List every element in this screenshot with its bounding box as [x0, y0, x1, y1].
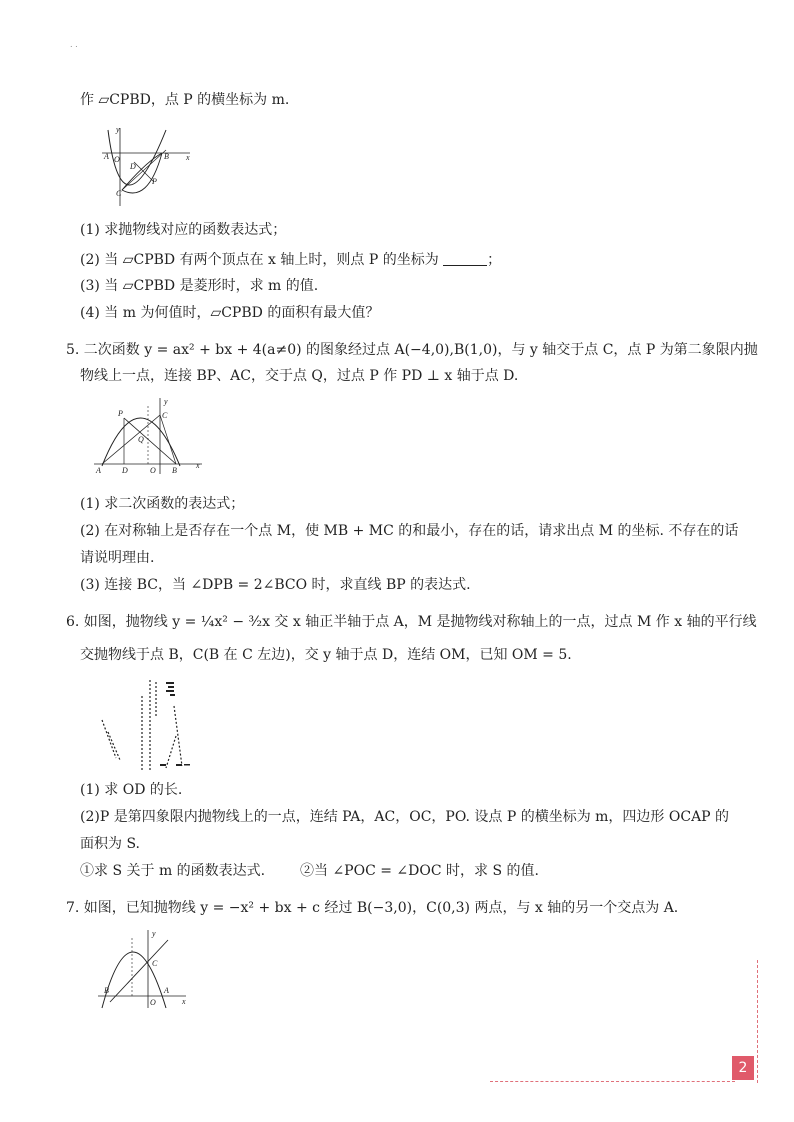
q5-line-1: 5. 二次函数 y = ax² + bx + 4(a≠0) 的图象经过点 A(−4,0),B(1,0)，与 y 轴交于点 C，点 P 为第二象限内抛 — [66, 342, 758, 358]
q6-figure — [96, 676, 196, 774]
q5-item-2-cont: 请说明理由. — [80, 550, 155, 566]
answer-blank — [443, 251, 487, 266]
q6-line-1: 6. 如图，抛物线 y = ¼x² − ³⁄₂x 交 x 轴正半轴于点 A，M 是抛物线对称轴上的一点，过点 M 作 x 轴的平行线 — [66, 614, 757, 630]
svg-text:C: C — [152, 959, 158, 968]
svg-text:y: y — [164, 397, 168, 406]
q4-item-1: (1) 求抛物线对应的函数表达式； — [80, 222, 287, 238]
svg-text:D: D — [130, 162, 136, 171]
svg-text:P: P — [152, 177, 157, 186]
svg-text:x: x — [186, 153, 190, 162]
svg-text:O: O — [150, 998, 156, 1007]
svg-text:O: O — [114, 155, 120, 164]
svg-text:A: A — [104, 152, 109, 161]
footer-dashed-vertical — [757, 960, 758, 1083]
svg-text:x: x — [196, 461, 200, 470]
svg-text:B: B — [172, 466, 177, 475]
q4-item-3: (3) 当 ▱CPBD 是菱形时，求 m 的值. — [80, 278, 319, 294]
svg-text:B: B — [104, 986, 109, 995]
svg-text:A: A — [96, 466, 101, 475]
q5-figure — [92, 396, 204, 476]
q4-item-2 — [80, 250, 501, 270]
svg-text:C: C — [162, 411, 168, 420]
q4-intro: 作 ▱CPBD，点 P 的横坐标为 m. — [80, 92, 290, 108]
svg-text:A: A — [164, 986, 169, 995]
svg-text:D: D — [122, 466, 128, 475]
q5-item-1: (1) 求二次函数的表达式； — [80, 496, 245, 512]
q5-item-3: (3) 连接 BC，当 ∠DPB = 2∠BCO 时，求直线 BP 的表达式. — [80, 577, 471, 593]
svg-text:O: O — [150, 466, 156, 475]
q4-item-2-text: (2) 当 ▱CPBD 有两个顶点在 x 轴上时，则点 P 的坐标为 — [80, 252, 439, 268]
corner-mark: . . — [70, 40, 78, 49]
svg-text:y: y — [152, 929, 156, 938]
svg-text:y: y — [116, 125, 120, 134]
q7-line-1: 7. 如图，已知抛物线 y = −x² + bx + c 经过 B(−3,0)，C(0,3) 两点，与 x 轴的另一个交点为 A. — [66, 900, 679, 916]
q4-item-4: (4) 当 m 为何值时，▱CPBD 的面积有最大值？ — [80, 305, 380, 321]
svg-text:C: C — [116, 189, 122, 198]
q5-line-2: 物线上一点，连接 BP、AC，交于点 Q，过点 P 作 PD ⊥ x 轴于点 D. — [80, 368, 519, 384]
q4-figure — [98, 122, 194, 208]
svg-text:x: x — [182, 997, 186, 1006]
q6-item-2-sub-2: ②当 ∠POC = ∠DOC 时，求 S 的值. — [300, 863, 539, 879]
q7-figure — [96, 926, 192, 1010]
q4-item-2-end: ； — [487, 252, 502, 268]
svg-text:P: P — [118, 409, 123, 418]
q6-item-1: (1) 求 OD 的长. — [80, 782, 183, 798]
page-number: 2 — [732, 1056, 754, 1080]
svg-text:Q: Q — [138, 435, 144, 444]
q6-item-2: (2)P 是第四象限内抛物线上的一点，连结 PA，AC，OC，PO. 设点 P 的横坐标为 m，四边形 OCAP 的 — [80, 809, 730, 825]
footer-dashed-horizontal — [490, 1081, 735, 1082]
svg-text:B: B — [164, 152, 169, 161]
q6-line-2: 交抛物线于点 B，C(B 在 C 左边)，交 y 轴于点 D，连结 OM，已知 OM = 5. — [80, 647, 572, 663]
q6-item-2-sub-1: ①求 S 关于 m 的函数表达式. — [80, 863, 266, 879]
q5-item-2: (2) 在对称轴上是否存在一个点 M，使 MB + MC 的和最小，存在的话，请求出点 M 的坐标. 不存在的话 — [80, 523, 739, 539]
q6-item-2-cont: 面积为 S. — [80, 836, 140, 852]
